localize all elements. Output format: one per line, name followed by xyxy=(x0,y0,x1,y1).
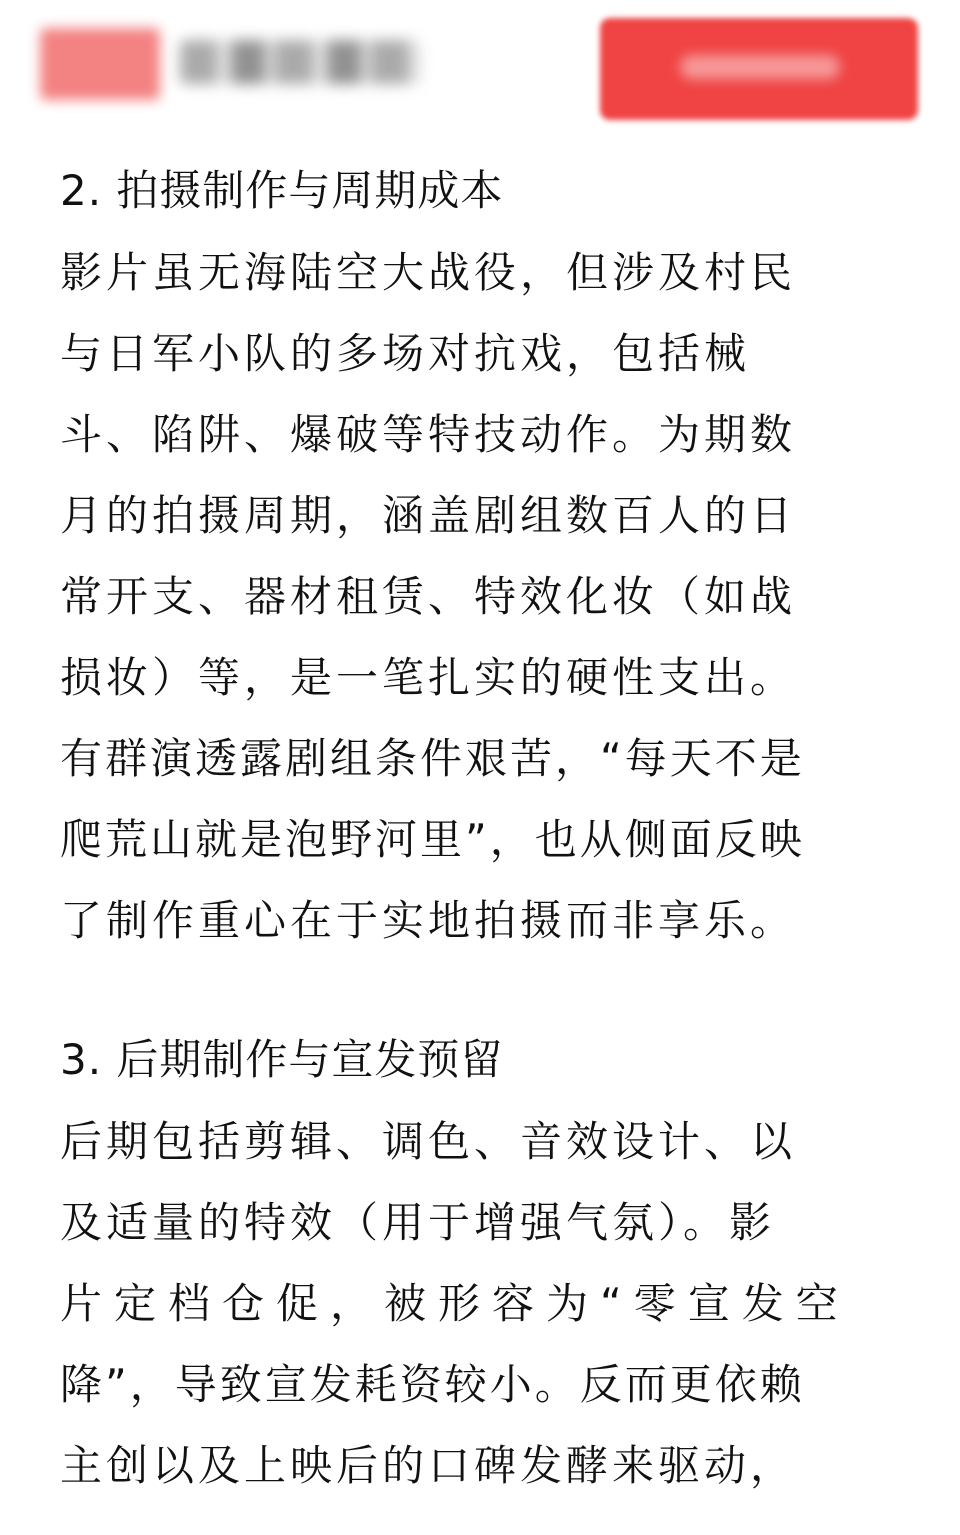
paragraph-line: 与日军小队的多场对抗戏，包括械 xyxy=(60,329,751,378)
author-name-blurred[interactable] xyxy=(180,40,420,84)
paragraph-line: 后期包括剪辑、调色、音效设计、以 xyxy=(60,1117,797,1166)
follow-button-text-blurred xyxy=(680,55,840,79)
paragraph-line: 影片虽无海陆空大战役，但涉及村民 xyxy=(60,248,797,297)
article-body xyxy=(60,158,905,1506)
paragraph-line: 损妆）等，是一笔扎实的硬性支出。 xyxy=(60,653,797,702)
paragraph-line: 主创以及上映后的口碑发酵来驱动， xyxy=(60,1441,797,1490)
paragraph-line: 及适量的特效（用于增强气氛）。影 xyxy=(60,1198,776,1247)
section-title: 2. 拍摄制作与周期成本 xyxy=(60,166,504,215)
paragraph-line: 了制作重心在于实地拍摄而非享乐。 xyxy=(60,896,797,945)
paragraph-line: 片定档仓促，被形容为“零宣发空 xyxy=(60,1279,850,1328)
paragraph-line: 斗、陷阱、爆破等特技动作。为期数 xyxy=(60,410,797,459)
section-shooting-costs xyxy=(60,158,905,961)
paragraph-line: 爬荒山就是泡野河里”，也从侧面反映 xyxy=(60,815,805,864)
section-title: 3. 后期制作与宣发预留 xyxy=(60,1035,504,1084)
paragraph-line: 月的拍摄周期，涵盖剧组数百人的日 xyxy=(60,491,797,540)
avatar[interactable] xyxy=(40,28,160,100)
post-header xyxy=(0,0,960,140)
paragraph-line: 降”，导致宣发耗资较小。反而更依赖 xyxy=(60,1360,805,1409)
paragraph-line: 有群演透露剧组条件艰苦，“每天不是 xyxy=(60,734,805,783)
section-post-production xyxy=(60,1027,905,1506)
paragraph-line: 常开支、器材租赁、特效化妆（如战 xyxy=(60,572,797,621)
